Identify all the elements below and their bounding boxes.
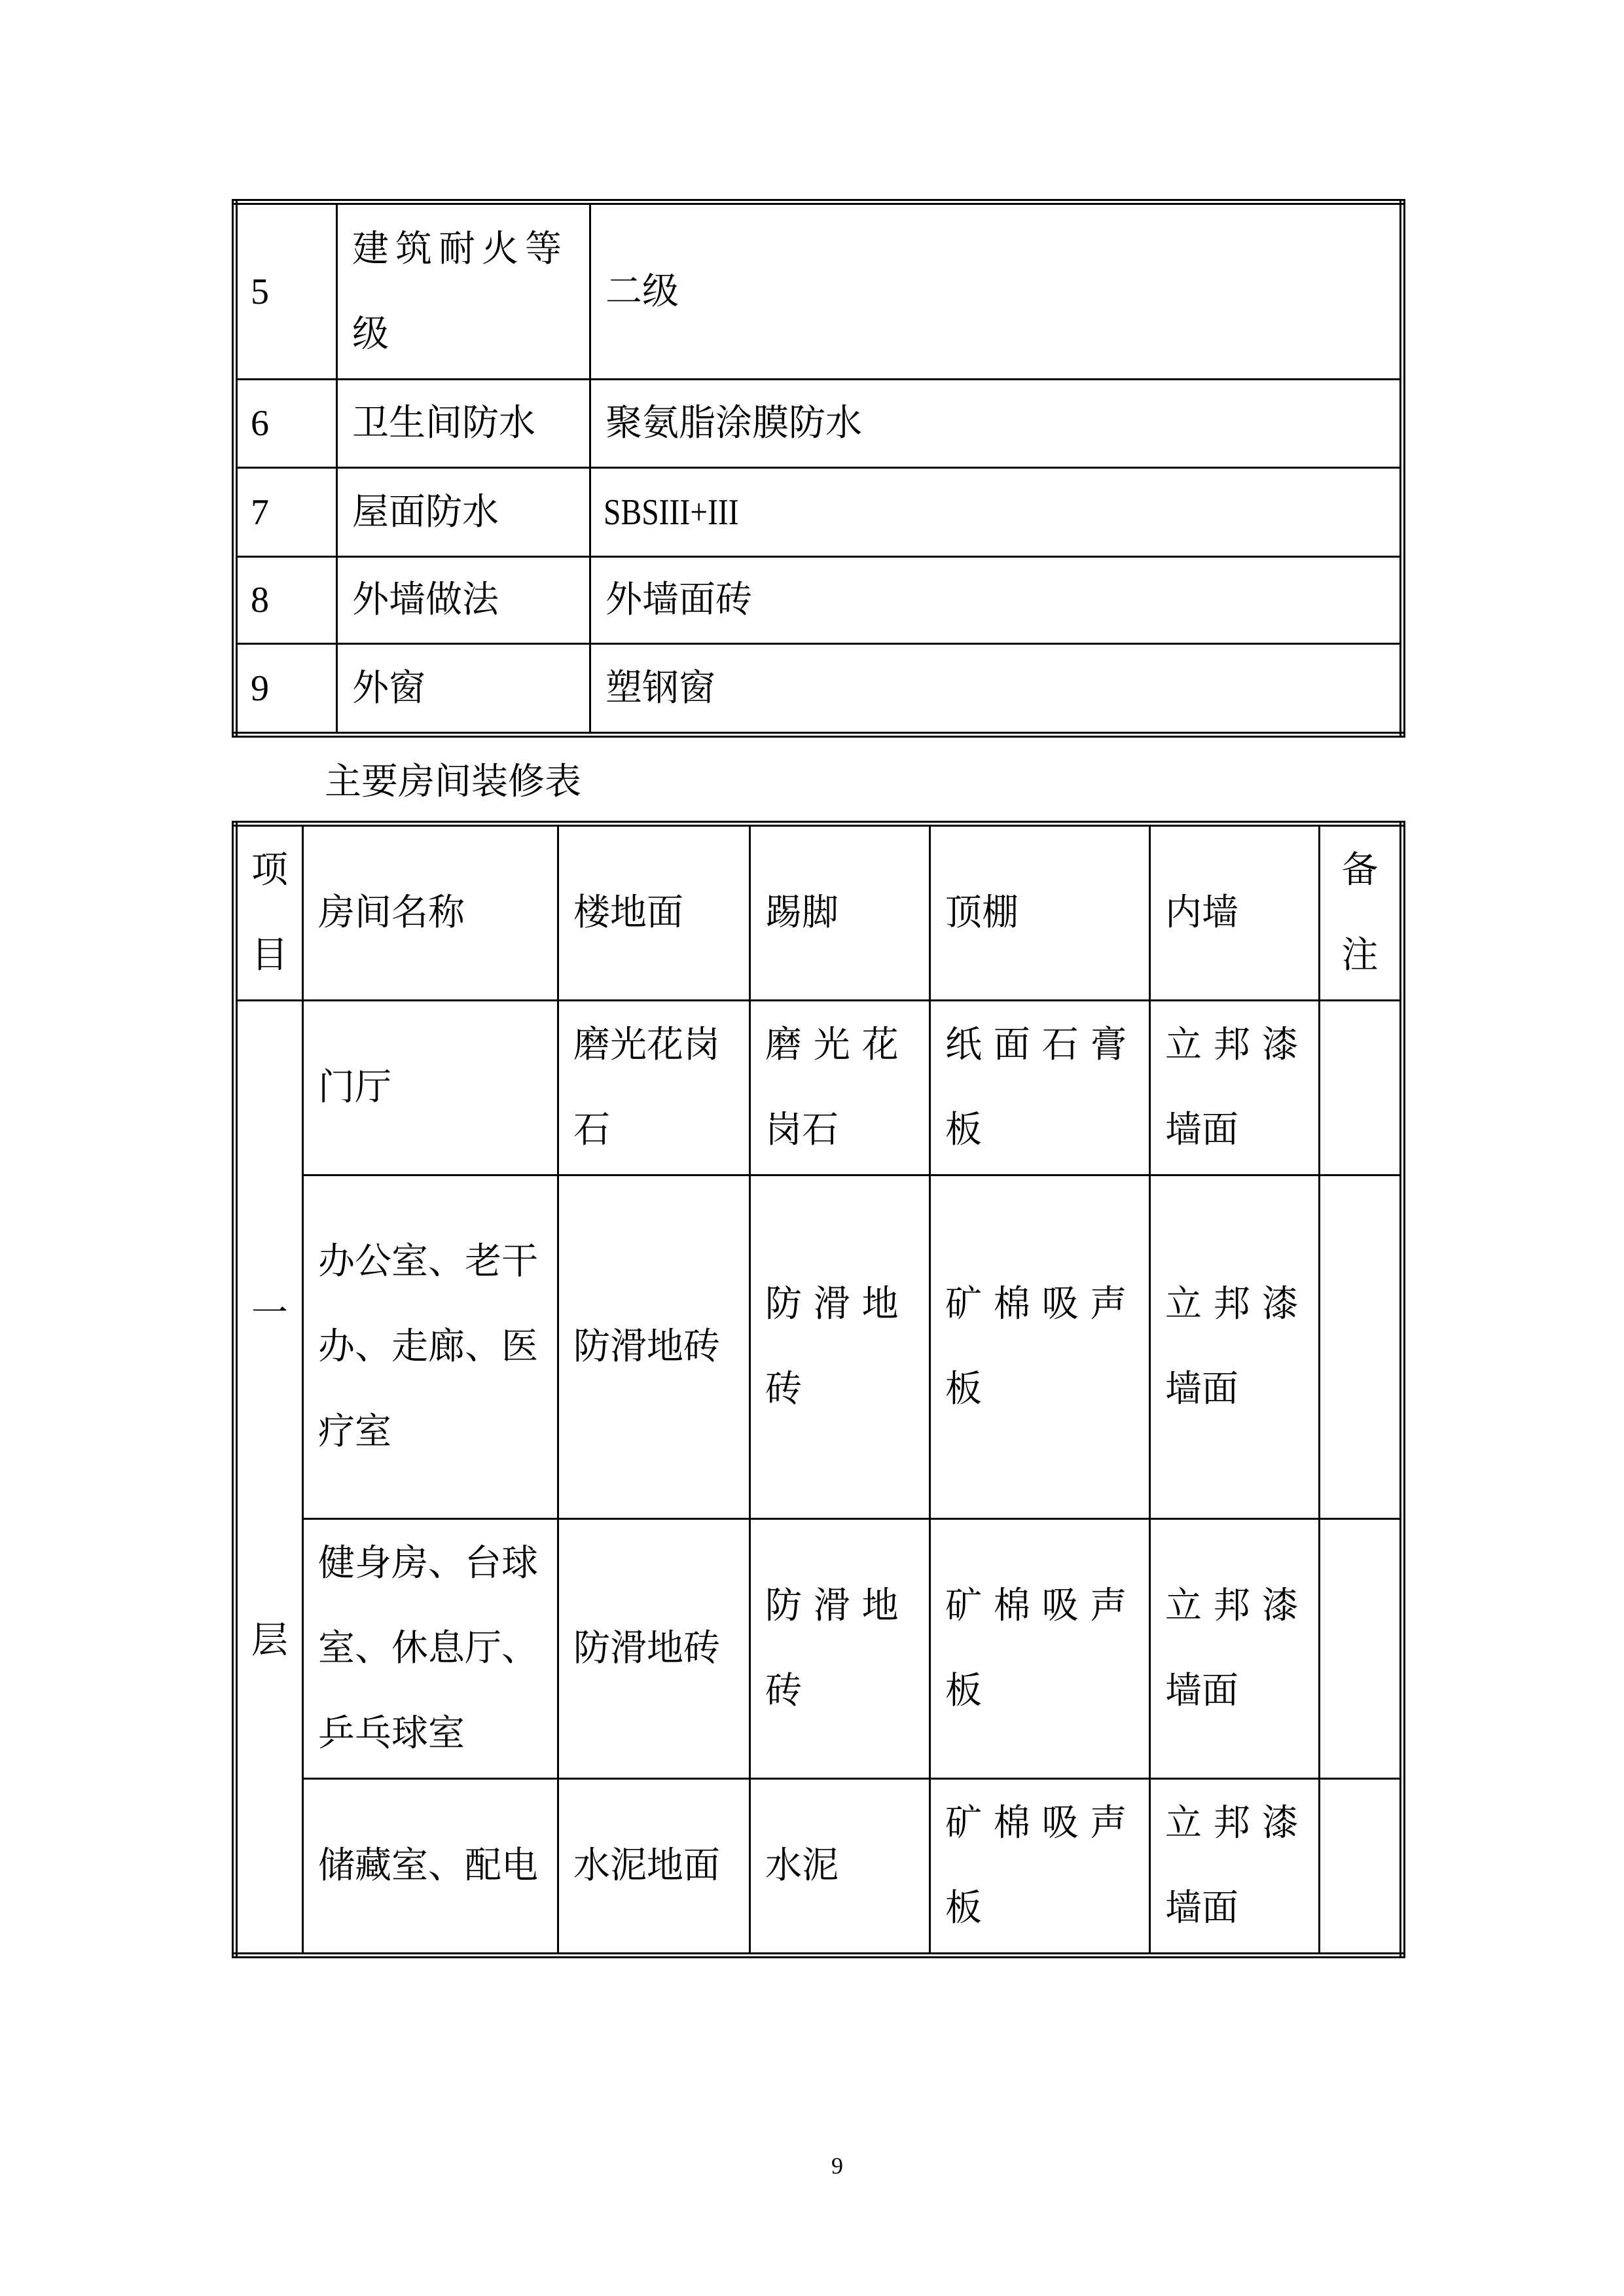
- item-value: 聚氨脂涂膜防水: [590, 380, 1403, 468]
- building-spec-table: [232, 199, 1405, 738]
- item-value: 塑钢窗: [590, 644, 1403, 735]
- table-row: [235, 1779, 1403, 1956]
- row-number: 7: [235, 468, 337, 557]
- item-value: 二级: [590, 202, 1403, 380]
- item-name: 外墙做法: [337, 557, 590, 644]
- table-row: [235, 1001, 1403, 1175]
- skirting-finish: 防 滑 地 砖: [750, 1175, 930, 1519]
- skirting-finish: 水泥: [750, 1779, 930, 1956]
- inner-wall-finish: 立 邦 漆 墙面: [1150, 1175, 1320, 1519]
- header-floor: 楼地面: [558, 824, 750, 1001]
- page-number: 9: [831, 2153, 843, 2179]
- table-caption: 主要房间装修表: [325, 761, 581, 803]
- table-row: [235, 1175, 1403, 1519]
- remarks: [1320, 1779, 1403, 1956]
- inner-wall-finish: 立 邦 漆 墙面: [1150, 1779, 1320, 1956]
- skirting-finish: 防 滑 地 砖: [750, 1519, 930, 1779]
- table-row: [235, 468, 1403, 557]
- table-row: [235, 557, 1403, 644]
- item-name: 建筑耐火等 级: [337, 202, 590, 380]
- ceiling-finish: 纸 面 石 膏 板: [930, 1001, 1150, 1175]
- header-row: [235, 824, 1403, 1001]
- ceiling-finish: 矿 棉 吸 声 板: [930, 1175, 1150, 1519]
- ceiling-finish: 矿 棉 吸 声 板: [930, 1519, 1150, 1779]
- remarks: [1320, 1001, 1403, 1175]
- remarks: [1320, 1519, 1403, 1779]
- table-row: [235, 1519, 1403, 1779]
- room-name: 储藏室、配电: [303, 1779, 558, 1956]
- row-number: 5: [235, 202, 337, 380]
- floor-finish: 防滑地砖: [558, 1519, 750, 1779]
- header-room: 房间名称: [303, 824, 558, 1001]
- room-decoration-table: [232, 821, 1405, 1958]
- ceiling-finish: 矿 棉 吸 声 板: [930, 1779, 1150, 1956]
- header-remarks: 备 注: [1320, 824, 1403, 1001]
- table-row: [235, 644, 1403, 735]
- room-name: 办公室、老干 办、走廊、医 疗室: [303, 1175, 558, 1519]
- item-name: 屋面防水: [337, 468, 590, 557]
- row-number: 8: [235, 557, 337, 644]
- floor-finish: 水泥地面: [558, 1779, 750, 1956]
- item-value: SBSIII+III: [590, 468, 1281, 557]
- item-name: 外窗: [337, 644, 590, 735]
- remarks: [1320, 1175, 1403, 1519]
- inner-wall-finish: 立 邦 漆 墙面: [1150, 1519, 1320, 1779]
- room-name: 门厅: [303, 1001, 558, 1175]
- table-row: [235, 380, 1403, 468]
- row-number: 6: [235, 380, 337, 468]
- floor-finish: 防滑地砖: [558, 1175, 750, 1519]
- header-inner-wall: 内墙: [1150, 824, 1320, 1001]
- floor-finish: 磨光花岗 石: [558, 1001, 750, 1175]
- item-value: 外墙面砖: [590, 557, 1403, 644]
- header-skirting: 踢脚: [750, 824, 930, 1001]
- row-number: 9: [235, 644, 337, 735]
- item-name: 卫生间防水: [337, 380, 590, 468]
- table-row: [235, 202, 1403, 380]
- header-ceiling: 顶棚: [930, 824, 1150, 1001]
- floor-group-label: 一 层: [235, 1001, 303, 1956]
- header-item: 项 目: [235, 824, 303, 1001]
- inner-wall-finish: 立 邦 漆 墙面: [1150, 1001, 1320, 1175]
- room-name: 健身房、台球 室、休息厅、 乒乓球室: [303, 1519, 558, 1779]
- skirting-finish: 磨 光 花 岗石: [750, 1001, 930, 1175]
